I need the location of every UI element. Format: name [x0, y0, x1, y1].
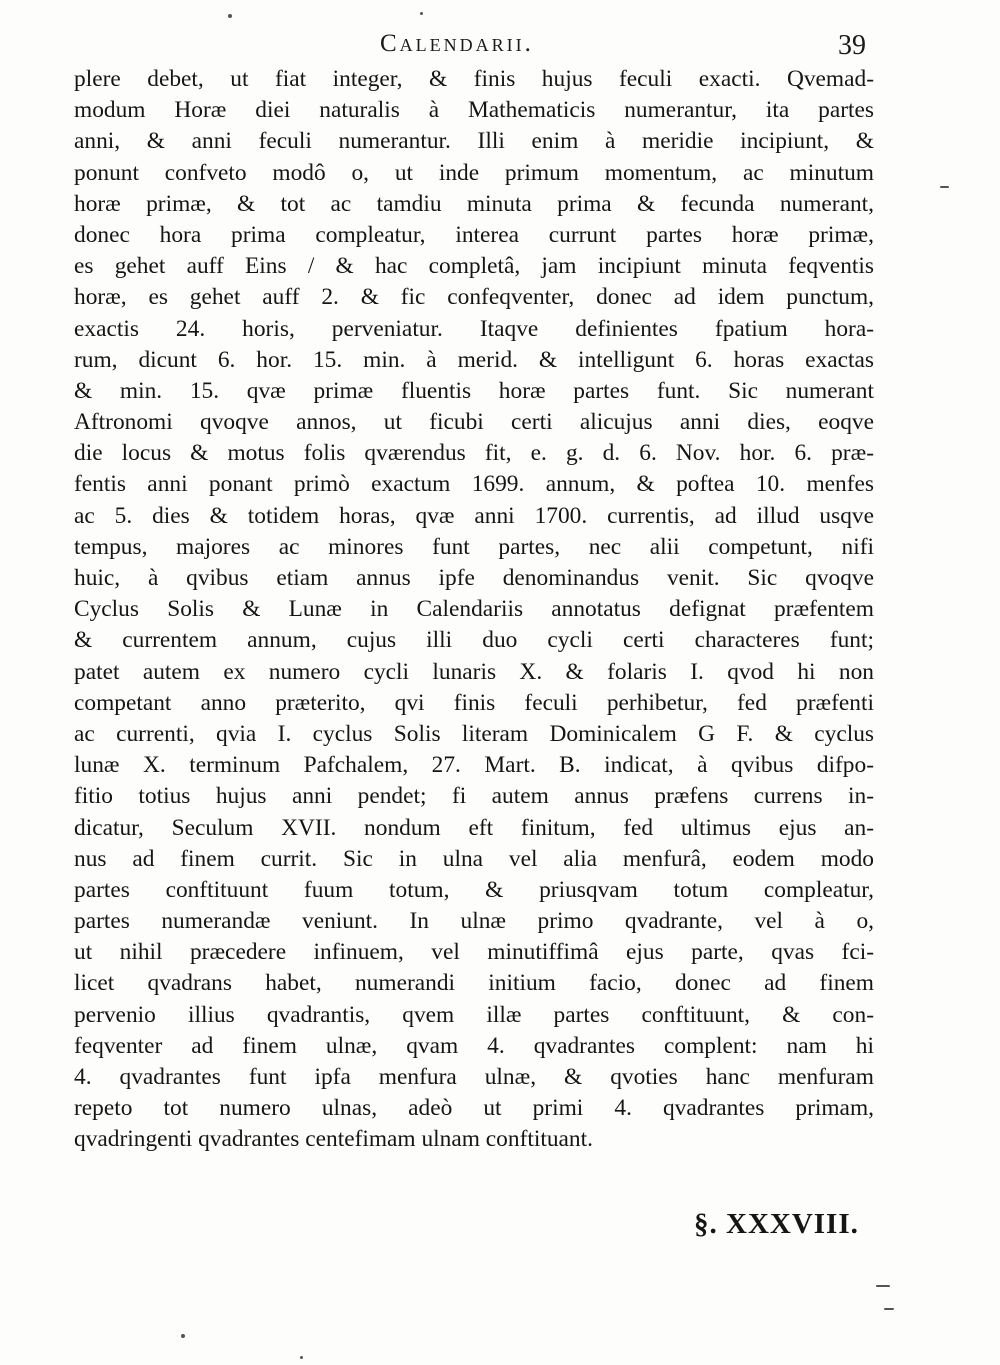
text-line: qvadringenti qvadrantes centefimam ulnam conftituant. — [74, 1126, 593, 1153]
text-line: horæ primæ, & tot ac tamdiu minuta prima & fecunda numerant, — [74, 190, 874, 217]
text-line: & currentem annum, cujus illi duo cycli certi characteres funt; — [74, 627, 874, 654]
text-line: die locus & motus folis qværendus fit, e. g. d. 6. Nov. hor. 6. præ- — [74, 440, 874, 467]
text-line: anni, & anni feculi numerantur. Illi enim à meridie incipiunt, & — [74, 128, 874, 155]
text-line: repeto tot numero ulnas, adeò ut primi 4. qvadrantes primam, — [74, 1095, 874, 1122]
text-line: feqventer ad finem ulnæ, qvam 4. qvadrantes complent: nam hi — [74, 1032, 874, 1059]
text-line: rum, dicunt 6. hor. 15. min. à merid. & intelligunt 6. horas exactas — [74, 346, 874, 373]
text-line: fitio totius hujus anni pendet; fi autem annus præfens currens in- — [74, 783, 874, 810]
text-line: huic, à qvibus etiam annus ipfe denominandus venit. Sic qvoqve — [74, 565, 874, 591]
text-line: nus ad finem currit. Sic in ulna vel alia menfurâ, eodem modo — [74, 845, 874, 872]
text-line: Cyclus Solis & Lunæ in Calendariis annotatus defignat præfentem — [74, 596, 874, 623]
catchword: §. XXXVIII. — [694, 1208, 859, 1240]
text-line: partes conftituunt fuum totum, & priusqvam totum compleatur, — [74, 876, 874, 903]
text-line: fentis anni ponant primò exactum 1699. annum, & poftea 10. menfes — [74, 471, 874, 498]
text-line: ponunt confveto modô o, ut inde primum momentum, ac minutum — [74, 159, 874, 186]
text-line: horæ, es gehet auff 2. & fic confeqventer, donec ad idem punctum, — [74, 284, 874, 311]
text-line: pervenio illius qvadrantis, qvem illæ partes conftituunt, & con- — [74, 1001, 874, 1028]
text-line: donec hora prima compleatur, interea currunt partes horæ primæ, — [74, 221, 874, 248]
scan-speck — [876, 1285, 890, 1287]
text-line: licet qvadrans habet, numerandi initium facio, donec ad finem — [74, 970, 874, 997]
text-line: tempus, majores ac minores funt partes, nec alii competunt, nifi — [74, 533, 874, 560]
scan-speck — [420, 12, 423, 15]
page-number: 39 — [838, 30, 866, 61]
text-line: ut nihil præcedere infinuem, vel minutiffimâ ejus parte, qvas fci- — [74, 939, 874, 966]
running-title: Calendarii. — [380, 30, 534, 57]
text-line: 4. qvadrantes funt ipfa menfura ulnæ, & qvoties hanc menfuram — [74, 1064, 874, 1090]
text-line: es gehet auff Eins / & hac completâ, jam incipiunt minuta feqventis — [74, 253, 874, 280]
text-line: lunæ X. terminum Pafchalem, 27. Mart. B. indicat, à qvibus difpo- — [74, 752, 874, 779]
scan-speck — [300, 1356, 303, 1359]
text-line: partes numerandæ veniunt. In ulnæ primo qvadrante, vel à o, — [74, 908, 874, 935]
text-line: modum Horæ diei naturalis à Mathematicis numerantur, ita partes — [74, 97, 874, 124]
scan-speck — [884, 1308, 894, 1310]
text-line: ac 5. dies & totidem horas, qvæ anni 1700. currentis, ad illud usqve — [74, 502, 874, 529]
text-line: exactis 24. horis, perveniatur. Itaqve definientes fpatium hora- — [74, 315, 874, 342]
text-line: plere debet, ut fiat integer, & finis hujus feculi exacti. Qvemad- — [74, 66, 874, 92]
scan-speck — [228, 14, 232, 18]
text-line: patet autem ex numero cycli lunaris X. & folaris I. qvod hi non — [74, 658, 874, 685]
text-line: & min. 15. qvæ primæ fluentis horæ partes funt. Sic numerant — [74, 377, 874, 404]
text-line: ac currenti, qvia I. cyclus Solis literam Dominicalem G F. & cyclus — [74, 720, 874, 747]
text-line: competant anno præterito, qvi finis feculi perhibetur, fed præfenti — [74, 689, 874, 716]
body-text — [74, 64, 874, 1156]
scan-speck — [940, 186, 949, 188]
text-line: Aftronomi qvoqve annos, ut ficubi certi alicujus anni dies, eoqve — [74, 409, 874, 436]
scan-speck — [181, 1334, 185, 1338]
text-line: dicatur, Seculum XVII. nondum eft finitum, fed ultimus ejus an- — [74, 814, 874, 841]
